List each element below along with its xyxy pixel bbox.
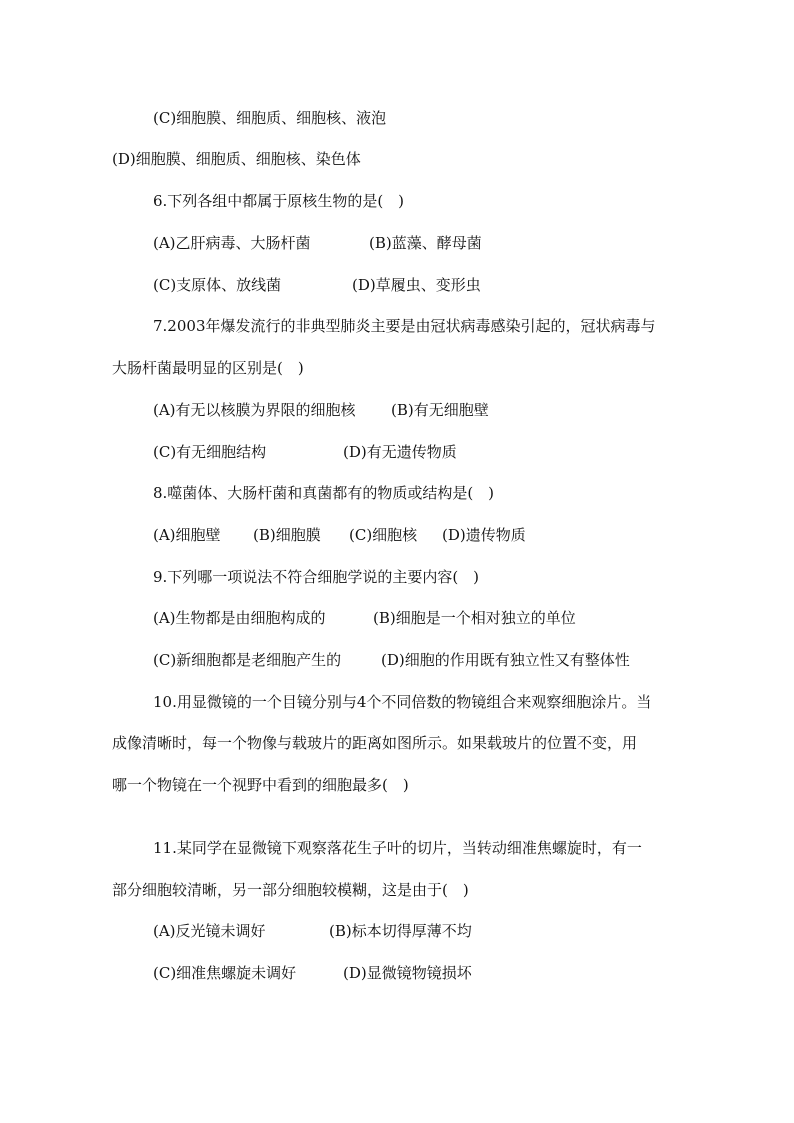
q9-option-a: (A)生物都是由细胞构成的 (153, 609, 326, 627)
q10-stem-line2: 成像清晰时，每一个物像与载玻片的距离如图所示。如果载玻片的位置不变，用 (112, 734, 638, 752)
q11-stem-line2: 部分细胞较清晰，另一部分细胞较模糊，这是由于( ) (112, 881, 469, 899)
q7-option-a: (A)有无以核膜为界限的细胞核 (153, 401, 356, 419)
q9-option-c: (C)新细胞都是老细胞产生的 (153, 651, 342, 669)
q7-stem-line1: 7.2003年爆发流行的非典型肺炎主要是由冠状病毒感染引起的，冠状病毒与 (153, 317, 656, 335)
q11-stem-line1: 11.某同学在显微镜下观察落花生子叶的切片，当转动细准焦螺旋时，有一 (153, 839, 642, 857)
q7-option-c: (C)有无细胞结构 (153, 443, 267, 461)
q8-option-c: (C)细胞核 (349, 526, 418, 544)
q11-option-b: (B)标本切得厚薄不均 (329, 922, 472, 940)
q6-option-c: (C)支原体、放线菌 (153, 276, 282, 294)
q9-option-d: (D)细胞的作用既有独立性又有整体性 (381, 651, 630, 669)
q9-option-b: (B)细胞是一个相对独立的单位 (373, 609, 576, 627)
q8-option-d: (D)遗传物质 (442, 526, 526, 544)
q7-stem-line2: 大肠杆菌最明显的区别是( ) (112, 359, 304, 377)
q5-option-c: (C)细胞膜、细胞质、细胞核、液泡 (153, 109, 387, 127)
q6-option-a: (A)乙肝病毒、大肠杆菌 (153, 234, 311, 252)
q8-option-b: (B)细胞膜 (253, 526, 321, 544)
q10-stem-line1: 10.用显微镜的一个目镜分别与4个不同倍数的物镜组合来观察细胞涂片。当 (153, 693, 652, 711)
q11-option-a: (A)反光镜未调好 (153, 922, 266, 940)
q7-option-d: (D)有无遗传物质 (343, 443, 457, 461)
q9-stem: 9.下列哪一项说法不符合细胞学说的主要内容( ) (153, 568, 480, 586)
q6-option-d: (D)草履虫、变形虫 (352, 276, 481, 294)
q8-option-a: (A)细胞壁 (153, 526, 221, 544)
q6-option-b: (B)蓝藻、酵母菌 (369, 234, 482, 252)
q7-option-b: (B)有无细胞壁 (391, 401, 489, 419)
q5-option-d: (D)细胞膜、细胞质、细胞核、染色体 (112, 150, 361, 168)
q8-stem: 8.噬菌体、大肠杆菌和真菌都有的物质或结构是( ) (153, 484, 495, 502)
q6-stem: 6.下列各组中都属于原核生物的是( ) (153, 192, 405, 210)
q11-option-c: (C)细准焦螺旋未调好 (153, 964, 297, 982)
q11-option-d: (D)显微镜物镜损坏 (343, 964, 472, 982)
q10-stem-line3: 哪一个物镜在一个视野中看到的细胞最多( ) (112, 776, 409, 794)
